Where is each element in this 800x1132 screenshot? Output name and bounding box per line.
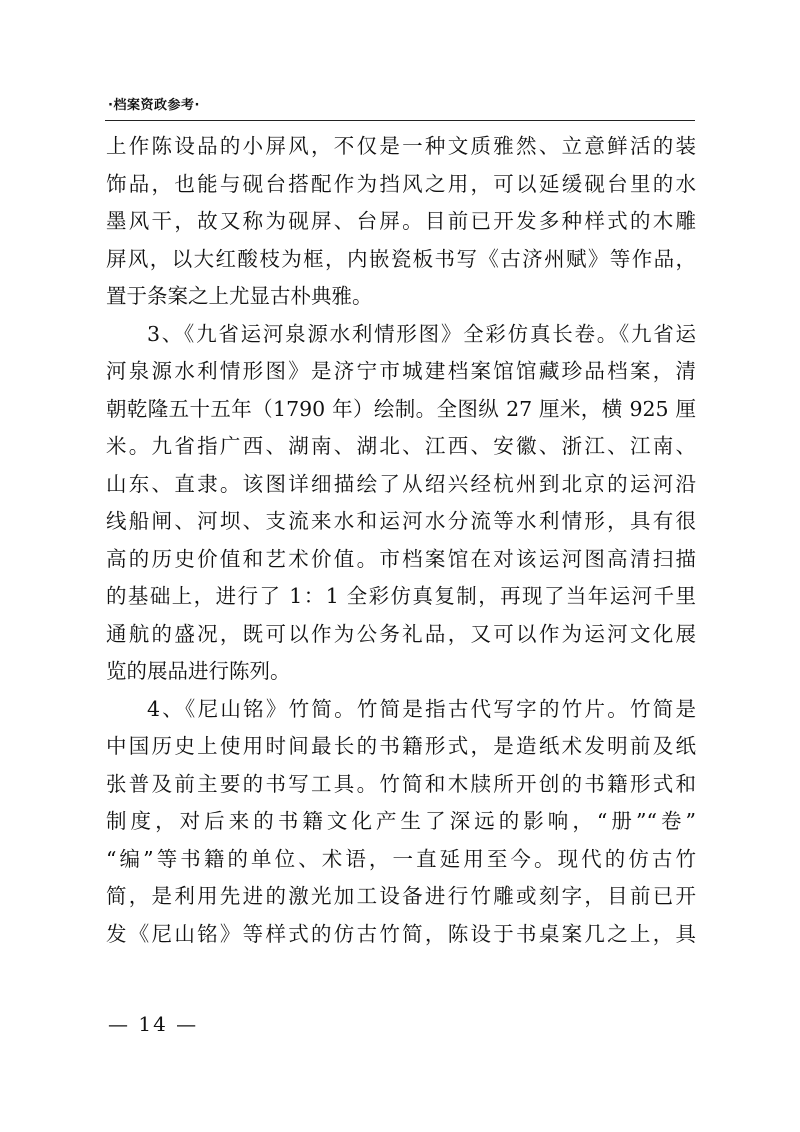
paragraph-line: 置于条案之上尤显古朴典雅。 bbox=[106, 284, 373, 308]
paragraph-line: 上作陈设品的小屏风，不仅是一种文质雅然、立意鲜活的装 bbox=[106, 134, 696, 158]
running-header: ·档案资政参考· bbox=[108, 98, 200, 113]
paragraph-line: 通航的盛况，既可以作为公务礼品，又可以作为运河文化展 bbox=[106, 621, 696, 646]
paragraph-line: 中国历史上使用时间最长的书籍形式，是造纸术发明前及纸 bbox=[106, 734, 696, 758]
paragraph-line: 墨风干，故又称为砚屏、台屏。目前已开发多种样式的木雕 bbox=[106, 209, 696, 233]
paragraph-line: 张普及前主要的书写工具。竹简和木牍所开创的书籍形式和 bbox=[106, 771, 696, 796]
paragraph-line: 简，是利用先进的激光加工设备进行竹雕或刻字，目前已开 bbox=[106, 884, 696, 908]
paragraph-line: 朝乾隆五十五年（1790 年）绘制。全图纵 27 厘米，横 925 厘 bbox=[106, 396, 696, 421]
body-text bbox=[106, 128, 696, 953]
paragraph-line: 览的展品进行陈列。 bbox=[106, 659, 291, 683]
paragraph-line: 山东、直隶。该图详细描绘了从绍兴经杭州到北京的运河沿 bbox=[106, 471, 696, 496]
paragraph-line: 河泉源水利情形图》是济宁市城建档案馆馆藏珍品档案，清 bbox=[106, 359, 696, 383]
paragraph-line: 线船闸、河坝、支流来水和运河水分流等水利情形，具有很 bbox=[106, 509, 696, 533]
paragraph-line: 4、《尼山铭》竹简。竹简是指古代写字的竹片。竹简是 bbox=[147, 696, 696, 721]
header-divider bbox=[105, 120, 695, 121]
paragraph-line: 饰品，也能与砚台搭配作为挡风之用，可以延缓砚台里的水 bbox=[106, 171, 696, 196]
paragraph-line: 高的历史价值和艺术价值。市档案馆在对该运河图高清扫描 bbox=[106, 546, 696, 571]
paragraph-line: 发《尼山铭》等样式的仿古竹简，陈设于书桌案几之上，具 bbox=[106, 921, 696, 946]
paragraph-line: 制度，对后来的书籍文化产生了深远的影响，“册”“卷” bbox=[106, 809, 696, 833]
page-number: — 14 — bbox=[108, 1012, 199, 1036]
paragraph-line: 3、《九省运河泉源水利情形图》全彩仿真长卷。《九省运 bbox=[147, 321, 696, 346]
paragraph-line: 屏风，以大红酸枝为框，内嵌瓷板书写《古济州赋》等作品， bbox=[106, 246, 696, 271]
paragraph-line: “编”等书籍的单位、术语，一直延用至今。现代的仿古竹 bbox=[106, 846, 696, 871]
paragraph-line: 米。九省指广西、湖南、湖北、江西、安徽、浙江、江南、 bbox=[106, 434, 696, 458]
paragraph-line: 的基础上，进行了 1：1 全彩仿真复制，再现了当年运河千里 bbox=[106, 584, 696, 608]
